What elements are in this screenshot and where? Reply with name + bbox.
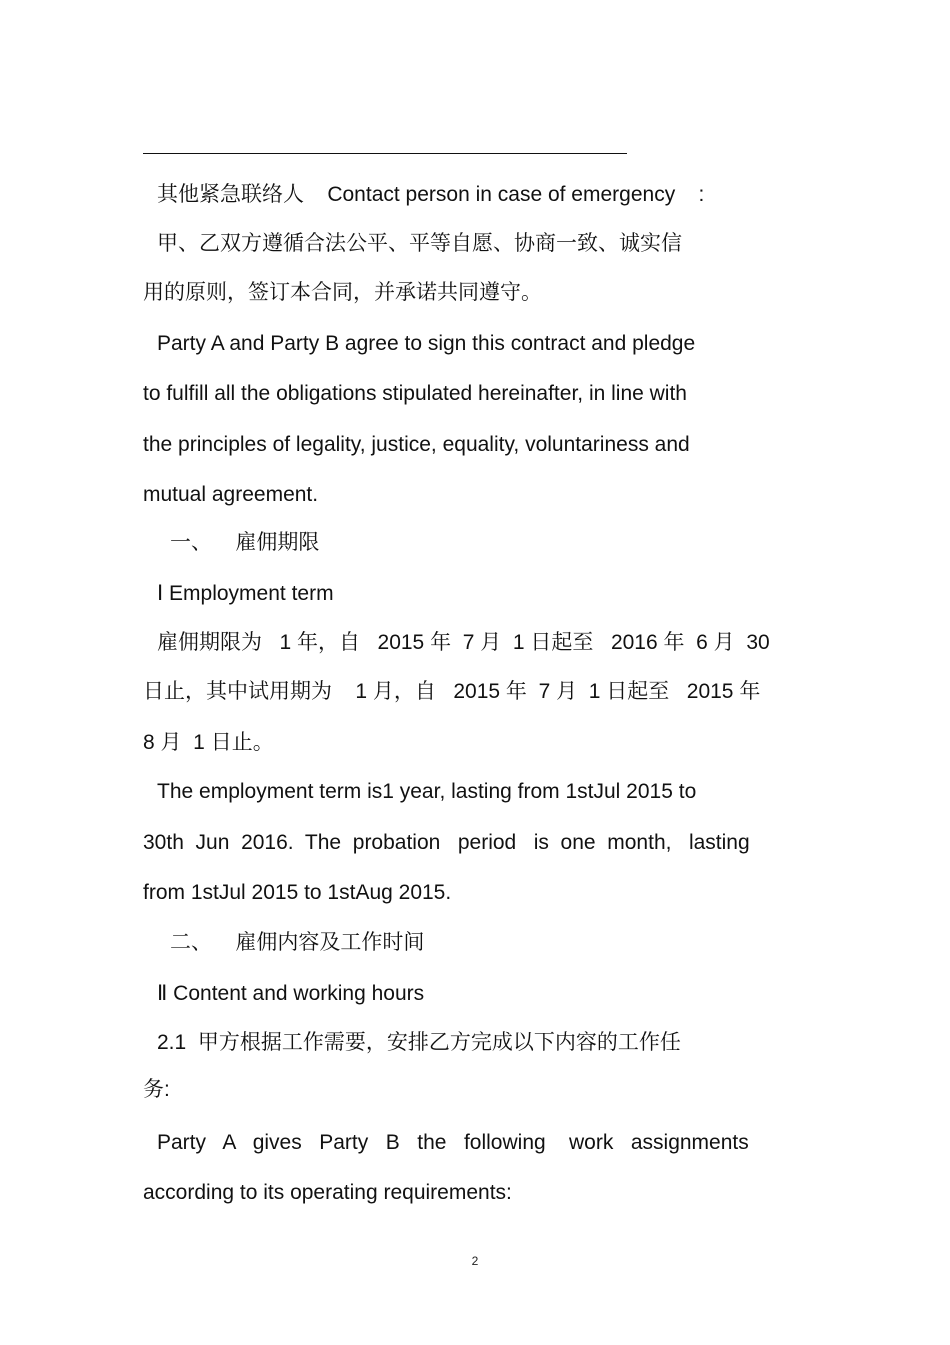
term-cn-line-2: 日止，其中试用期为 1 月，自 2015 年 7 月 1 日起至 2015 年: [143, 680, 761, 703]
page-number: 2: [471, 1254, 479, 1268]
clause-2-1-cn-line-1: 2.1 甲方根据工作需要，安排乙方完成以下内容的工作任: [157, 1031, 681, 1054]
section-2-heading-en: Ⅱ Content and working hours: [157, 982, 425, 1005]
clause-2-1-en-line-1: Party A gives Party B the following work assignments: [157, 1131, 749, 1154]
intro-en-line-2: to fulfill all the obligations stipulated hereinafter, in line with: [143, 382, 687, 405]
term-cn-line-1: 雇佣期限为 1 年，自 2015 年 7 月 1 日起至 2016 年 6 月 30: [157, 631, 770, 654]
intro-cn-line-2: 用的原则，签订本合同，并承诺共同遵守。: [143, 281, 542, 304]
section-1-heading-en: Ⅰ Employment term: [157, 582, 334, 605]
blank-fill-line: [143, 153, 627, 154]
section-2-heading-cn: 二、 雇佣内容及工作时间: [170, 931, 425, 954]
clause-2-1-en-line-2: according to its operating requirements:: [143, 1181, 512, 1204]
clause-2-1-cn-line-2: 务:: [143, 1078, 170, 1101]
section-1-heading-cn: 一、 雇佣期限: [170, 531, 320, 554]
term-en-line-2: 30th Jun 2016. The probation period is one month, lasting: [143, 831, 750, 854]
emergency-contact-line: 其他紧急联络人 Contact person in case of emergency :: [157, 183, 705, 206]
intro-en-line-1: Party A and Party B agree to sign this contract and pledge: [157, 332, 696, 355]
term-en-line-3: from 1stJul 2015 to 1stAug 2015.: [143, 881, 452, 904]
intro-cn-line-1: 甲、乙双方遵循合法公平、平等自愿、协商一致、诚实信: [157, 232, 682, 255]
term-cn-line-3: 8 月 1 日止。: [143, 731, 274, 754]
intro-en-line-4: mutual agreement.: [143, 483, 319, 506]
term-en-line-1: The employment term is1 year, lasting from 1stJul 2015 to: [157, 780, 697, 803]
intro-en-line-3: the principles of legality, justice, equality, voluntariness and: [143, 433, 690, 456]
